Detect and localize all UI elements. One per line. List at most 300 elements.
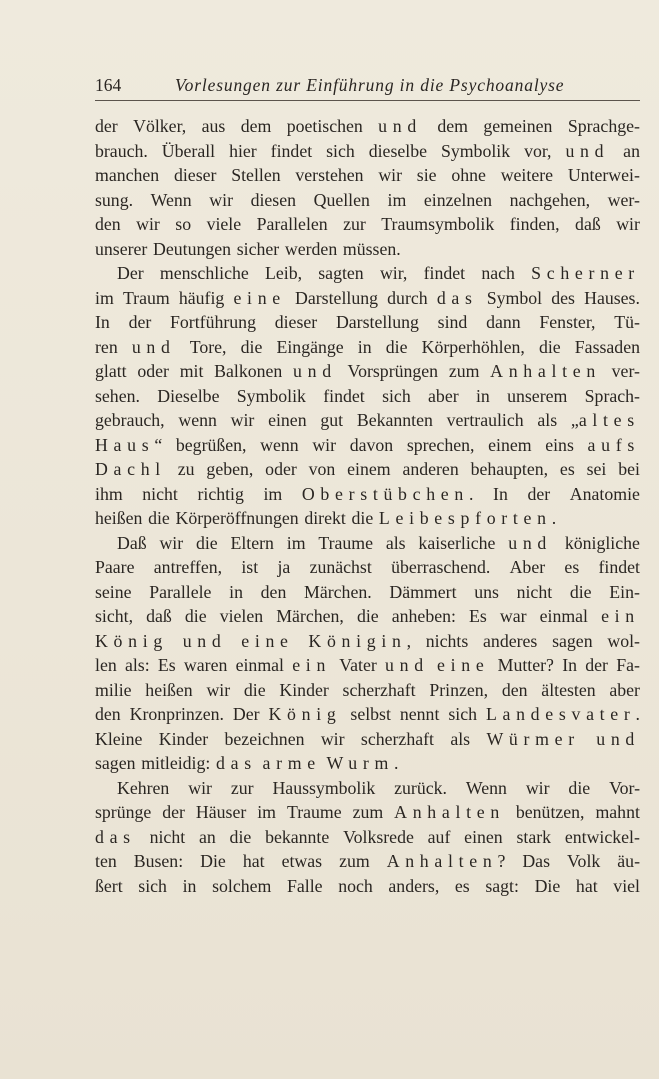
word: die xyxy=(351,508,374,528)
word: mitleidig: xyxy=(141,753,211,773)
word: sprünge xyxy=(95,802,152,822)
word: dieser xyxy=(274,312,318,332)
word xyxy=(132,335,176,360)
word: Haus“ xyxy=(95,434,163,455)
word: bei xyxy=(618,459,640,479)
emphasized-word: ein xyxy=(601,606,640,626)
word: sicher xyxy=(236,238,280,259)
word: im xyxy=(257,802,277,822)
word: noch xyxy=(338,875,373,896)
word: zur xyxy=(343,214,366,234)
word: findet xyxy=(598,557,640,577)
word: bekannte xyxy=(265,826,330,847)
word: durch xyxy=(387,287,428,308)
word: einem xyxy=(347,459,391,479)
word xyxy=(241,629,293,654)
word: der xyxy=(95,116,118,136)
word: ohne xyxy=(451,165,486,185)
word: oder xyxy=(265,459,297,479)
word: Körperhöhlen, xyxy=(421,336,525,357)
word: ältesten xyxy=(541,679,596,700)
text-line xyxy=(95,800,640,825)
word: ja xyxy=(277,557,291,577)
word: Volk xyxy=(567,851,601,871)
emphasized-word: das xyxy=(95,826,136,847)
word: mahnt xyxy=(595,802,640,822)
text-line xyxy=(95,653,640,678)
word: die xyxy=(538,336,561,357)
word: seine xyxy=(95,581,132,602)
word: viel xyxy=(613,875,640,896)
word: Oberstübchen. xyxy=(301,483,474,504)
word: die xyxy=(195,532,218,553)
text-line xyxy=(95,408,640,433)
text-line xyxy=(95,604,640,629)
word: Kleine xyxy=(95,728,143,749)
word: sind xyxy=(437,312,468,332)
word: milie xyxy=(95,679,132,700)
word: wer- xyxy=(607,189,640,210)
word: einzelnen xyxy=(423,189,492,210)
word: Tore, xyxy=(189,336,227,357)
word: Dämmert xyxy=(389,581,457,602)
word: Symbol xyxy=(486,287,543,308)
word: Die xyxy=(534,875,561,896)
word xyxy=(565,139,609,164)
text-line xyxy=(95,702,640,727)
word: nichts xyxy=(425,630,469,651)
text-line xyxy=(95,482,640,507)
word: gebrauch, xyxy=(95,410,165,430)
word: weitere xyxy=(500,165,554,185)
word: wenn xyxy=(260,434,299,455)
word xyxy=(269,702,342,727)
word: gut xyxy=(320,410,344,430)
word: wol- xyxy=(607,630,640,651)
word: zunächst xyxy=(309,557,372,577)
word: solchem xyxy=(212,875,272,896)
word: ren xyxy=(95,336,118,357)
word: die xyxy=(569,581,592,602)
word: Wurm. xyxy=(326,753,399,773)
word: sprechen, xyxy=(406,434,475,455)
word: Es xyxy=(469,606,487,626)
word: königliche xyxy=(564,532,640,553)
word: sehen. xyxy=(95,385,140,406)
word: finden, xyxy=(509,214,560,234)
word: einen xyxy=(464,826,503,847)
word: findet xyxy=(270,140,313,161)
word: gemeinen xyxy=(483,116,553,136)
word: behaupten, xyxy=(470,459,549,479)
text-line xyxy=(95,555,640,580)
word: daß xyxy=(146,606,172,626)
emphasized-word: und xyxy=(565,140,610,161)
emphasized-word: und xyxy=(508,532,553,553)
word xyxy=(263,751,321,776)
text-line xyxy=(95,506,640,531)
word: Stellen xyxy=(231,165,281,185)
emphasized-word: und xyxy=(182,630,227,651)
word: wir xyxy=(616,214,640,234)
word: Hauses. xyxy=(584,287,640,308)
word: sich xyxy=(138,875,167,896)
word: heißen xyxy=(95,508,143,528)
word: war xyxy=(499,606,527,626)
word: Völker, xyxy=(133,116,187,136)
word: die xyxy=(385,336,408,357)
word: brauch. xyxy=(95,140,148,161)
word: sich xyxy=(448,704,477,724)
word: verstehen xyxy=(295,165,364,185)
text-line xyxy=(95,727,640,752)
text-line xyxy=(95,849,640,874)
word: sie xyxy=(416,165,437,185)
word: als xyxy=(385,532,406,553)
word: den xyxy=(95,704,121,724)
word: im xyxy=(95,287,114,308)
word: dieser xyxy=(173,165,217,185)
emphasized-word: das xyxy=(436,287,478,308)
text-line xyxy=(95,776,640,801)
word: zur xyxy=(230,777,254,798)
word: als: xyxy=(124,655,150,675)
word: der xyxy=(128,312,152,332)
emphasized-word: Leibespforten xyxy=(378,508,552,528)
word: zum xyxy=(352,802,384,822)
word: ten xyxy=(95,851,117,871)
word: waren xyxy=(183,655,228,675)
word xyxy=(233,286,285,311)
word: wir xyxy=(206,679,231,700)
word: die xyxy=(229,826,252,847)
word: einmal xyxy=(235,655,284,675)
word: dem xyxy=(240,116,272,136)
word: zum xyxy=(339,851,370,871)
word: einem xyxy=(488,434,532,455)
body-text xyxy=(95,114,640,898)
word: Symbolik xyxy=(440,140,511,161)
word xyxy=(292,653,331,678)
word: Leib, xyxy=(265,263,303,283)
word xyxy=(490,359,601,384)
word: Fenster, xyxy=(539,312,596,332)
word: findet xyxy=(423,263,466,283)
text-line xyxy=(95,751,640,776)
word: benützen, xyxy=(515,802,585,822)
word: es xyxy=(454,875,470,896)
text-line xyxy=(95,359,640,384)
text-line xyxy=(95,139,640,164)
emphasized-word: das xyxy=(216,753,257,773)
word: sich xyxy=(326,140,355,161)
word: als xyxy=(450,728,471,749)
emphasized-word: Haus xyxy=(95,434,155,455)
word: dann xyxy=(486,312,521,332)
word: len xyxy=(95,655,117,675)
word: unserer xyxy=(95,238,148,259)
word: geben, xyxy=(206,459,254,479)
word xyxy=(95,629,168,654)
word: manchen xyxy=(95,165,160,185)
word: wir xyxy=(525,777,550,798)
word: wir xyxy=(136,214,160,234)
word: scherzhaft xyxy=(360,728,434,749)
word: hat xyxy=(242,851,265,871)
word: überraschend. xyxy=(391,557,491,577)
word: Darstellung xyxy=(335,312,419,332)
word xyxy=(378,114,422,139)
word: Bekannten xyxy=(356,410,433,430)
word: Balkonen xyxy=(214,361,283,381)
word: im xyxy=(387,189,407,210)
word: Königin, xyxy=(308,630,412,651)
word: sicht, xyxy=(95,606,134,626)
word: Paare xyxy=(95,557,135,577)
word: Parallele xyxy=(149,581,212,602)
word: einen xyxy=(268,410,307,430)
word: den xyxy=(95,214,121,234)
emphasized-word: Oberstübchen xyxy=(301,483,469,504)
word: Mutter? xyxy=(497,655,554,675)
text-line xyxy=(95,188,640,213)
word: Überall xyxy=(161,140,216,161)
word: hier xyxy=(229,140,257,161)
emphasized-word: Anhalten xyxy=(490,361,601,381)
text-line xyxy=(95,212,640,237)
text-line xyxy=(95,457,640,482)
word: müssen. xyxy=(342,238,401,259)
word: wir, xyxy=(379,263,408,283)
word: Vorsprüngen xyxy=(347,361,439,381)
word: sagen xyxy=(95,753,136,773)
word: als xyxy=(537,410,558,430)
word: Tü- xyxy=(614,312,640,332)
word: Traume xyxy=(318,532,374,553)
word: unserem xyxy=(507,385,568,406)
text-line xyxy=(95,629,640,654)
emphasized-word: König xyxy=(268,704,342,724)
emphasized-word: altes xyxy=(578,410,640,430)
word: nachgehen, xyxy=(509,189,591,210)
text-line xyxy=(95,261,640,286)
emphasized-word: und xyxy=(293,361,337,381)
word: direkt xyxy=(304,508,346,528)
text-line xyxy=(95,678,640,703)
word: Anhalten? xyxy=(386,851,506,871)
word: Haussymbolik xyxy=(272,777,376,798)
word: Prinzen, xyxy=(429,679,489,700)
word: Vor- xyxy=(609,777,640,798)
word: antreffen, xyxy=(153,557,223,577)
emphasized-word: ein xyxy=(292,655,332,675)
page-number: 164 xyxy=(95,75,122,95)
word: die xyxy=(356,606,379,626)
word: uns xyxy=(474,581,499,602)
word xyxy=(183,629,227,654)
word xyxy=(95,457,166,482)
emphasized-word: König xyxy=(95,630,168,651)
word xyxy=(437,653,489,678)
word: In xyxy=(562,655,577,675)
word: wir xyxy=(312,434,337,455)
word: Daß xyxy=(117,532,147,553)
word xyxy=(508,531,552,556)
word: Kehren xyxy=(117,777,170,798)
word: es xyxy=(559,459,575,479)
emphasized-word: und xyxy=(385,655,429,675)
word: viele xyxy=(206,214,242,234)
word: diesen xyxy=(250,189,297,210)
word xyxy=(531,261,640,286)
word: heißen xyxy=(145,679,193,700)
word: Fa- xyxy=(616,655,640,675)
emphasized-word: Würmer xyxy=(486,728,580,749)
word: sagen xyxy=(552,630,593,651)
word: einmal xyxy=(539,606,588,626)
word: im xyxy=(286,532,306,553)
word: Der xyxy=(232,704,260,724)
word: Es xyxy=(157,655,176,675)
word: Falle xyxy=(286,875,323,896)
emphasized-word: Königin xyxy=(308,630,407,651)
word: selbst xyxy=(350,704,391,724)
text-line xyxy=(95,163,640,188)
word xyxy=(437,286,478,311)
emphasized-word: Anhalten xyxy=(394,802,505,822)
word: die xyxy=(243,679,266,700)
word: nennt xyxy=(399,704,440,724)
word: Die xyxy=(200,851,226,871)
word: Kinder xyxy=(279,679,329,700)
word: die xyxy=(240,336,263,357)
word: von xyxy=(308,459,336,479)
emphasized-word: und xyxy=(131,336,176,357)
word: im xyxy=(263,483,283,504)
word: Volksrede xyxy=(343,826,414,847)
word: begrüßen, xyxy=(175,434,247,455)
word: Der xyxy=(117,263,144,283)
word: Traumsymbolik xyxy=(381,214,495,234)
word: Traum xyxy=(122,287,170,308)
word: zurück. xyxy=(394,777,447,798)
word: Märchen, xyxy=(276,606,344,626)
word: Leibespforten. xyxy=(378,508,557,528)
text-line xyxy=(95,310,640,335)
word: sagt: xyxy=(485,875,519,896)
word: Kinder xyxy=(158,728,209,749)
word: Vater xyxy=(339,655,377,675)
word: wir xyxy=(159,532,184,553)
text-line xyxy=(95,433,640,458)
word: wir xyxy=(209,189,233,210)
word: dieselbe xyxy=(368,140,427,161)
word: die xyxy=(568,777,591,798)
word: Eltern xyxy=(230,532,274,553)
word: Parallelen xyxy=(256,214,328,234)
word: anderes xyxy=(483,630,538,651)
word: Quellen xyxy=(313,189,370,210)
word: nicht xyxy=(149,826,186,847)
word: vor, xyxy=(524,140,552,161)
word: anderen xyxy=(402,459,459,479)
word: richtig xyxy=(197,483,244,504)
word: häufig xyxy=(178,287,225,308)
word: menschliche xyxy=(159,263,249,283)
word xyxy=(394,800,505,825)
word: der xyxy=(585,655,608,675)
word xyxy=(95,825,136,850)
word xyxy=(486,727,579,752)
word: In xyxy=(95,312,110,332)
word: wir xyxy=(378,165,403,185)
text-line xyxy=(95,825,640,850)
word xyxy=(385,653,429,678)
word: daß xyxy=(575,214,601,234)
word: findet xyxy=(323,385,365,406)
emphasized-word: und xyxy=(596,728,640,749)
word: eins xyxy=(545,434,574,455)
word: ist xyxy=(241,557,259,577)
word: in xyxy=(182,875,197,896)
emphasized-word: Anhalten xyxy=(386,851,498,871)
word xyxy=(216,751,257,776)
text-line xyxy=(95,384,640,409)
word xyxy=(588,433,640,458)
word: wir xyxy=(188,777,212,798)
word: in xyxy=(357,336,372,357)
word: davon xyxy=(349,434,394,455)
word: oder xyxy=(137,361,169,381)
word: vertraulich xyxy=(446,410,524,430)
word: sagten xyxy=(318,263,364,283)
emphasized-word: Landesvater xyxy=(485,704,636,724)
word: den xyxy=(501,679,528,700)
word: äu- xyxy=(617,851,640,871)
word: Körperöffnungen xyxy=(175,508,299,528)
emphasized-word: eine xyxy=(241,630,294,651)
word: zum xyxy=(448,361,480,381)
word xyxy=(596,727,640,752)
word: sich xyxy=(382,385,411,406)
word: der xyxy=(162,802,185,822)
word: es xyxy=(564,557,580,577)
word: Symbolik xyxy=(236,385,306,406)
emphasized-word: Dachl xyxy=(95,459,166,479)
running-title: Vorlesungen zur Einführung in die Psychoanalyse xyxy=(175,75,565,95)
word: ver- xyxy=(611,361,640,381)
word: dem xyxy=(437,116,468,136)
word: Sprach- xyxy=(584,385,640,406)
word: Kronprinzen. xyxy=(129,704,224,724)
word: werden xyxy=(284,238,338,259)
word: nicht xyxy=(142,483,178,504)
word: in xyxy=(475,385,490,406)
word: ihm xyxy=(95,483,123,504)
word: zu xyxy=(177,459,195,479)
word: glatt xyxy=(95,361,127,381)
word: hat xyxy=(575,875,598,896)
word: so xyxy=(175,214,192,234)
word: sei xyxy=(586,459,607,479)
word: kaiserliche xyxy=(418,532,496,553)
word: Häuser xyxy=(195,802,247,822)
word: an xyxy=(623,140,640,161)
word: vielen xyxy=(219,606,264,626)
word: Busen: xyxy=(133,851,184,871)
emphasized-word: eine xyxy=(437,655,490,675)
word: den xyxy=(260,581,287,602)
